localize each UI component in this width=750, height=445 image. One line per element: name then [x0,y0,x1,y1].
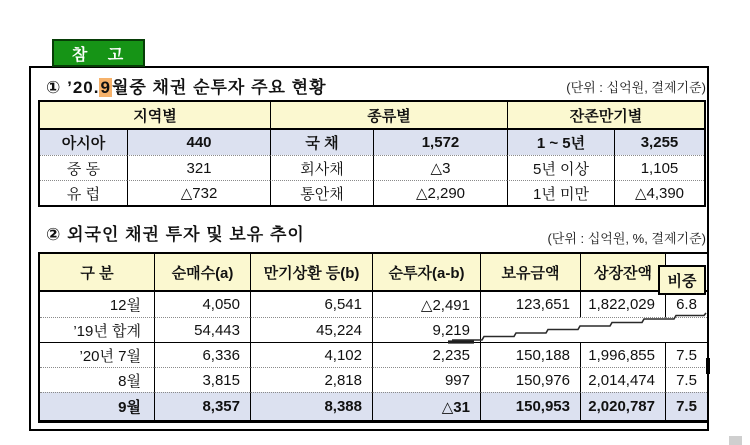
t2-cell-torn [665,317,707,342]
section2-title: ② 외국인 채권 투자 및 보유 추이 [46,225,305,244]
t2-cell: 2,020,787 [580,392,665,420]
section1-title-suffix: 월중 채권 순투자 주요 현황 [111,78,327,97]
t2-cell: 7.5 [665,392,707,420]
t2-cell: 6,336 [154,342,250,367]
t1-cell: △732 [127,180,270,205]
t2-header-weight: 비중 [658,265,706,295]
t1-cell: 중 동 [40,155,127,180]
t1-header-maturity: 잔존만기별 [507,102,704,130]
t2-cell: 150,188 [480,342,580,367]
reference-badge: 참 고 [52,39,145,67]
t2-header-redemption: 만기상환 등(b) [250,254,372,292]
t1-cell: 1,572 [373,130,507,155]
t2-cell: 2,818 [250,367,372,392]
section1-title-highlight: 9 [100,78,111,97]
t2-header-holdings: 보유금액 [480,254,580,292]
t2-cell: 9월 [40,392,154,420]
t2-cell: ’19년 합계 [40,317,154,342]
t2-cell: 9,219 [372,317,480,342]
t2-cell: 6,541 [250,292,372,317]
t2-cell: 8,357 [154,392,250,420]
t1-cell: 1년 미만 [507,180,614,205]
section2-unit-note: (단위 : 십억원, %, 결제기준) [547,231,706,246]
t2-cell: 8,388 [250,392,372,420]
t1-cell: 국 채 [270,130,373,155]
t1-cell: 통안채 [270,180,373,205]
t2-cell: △2,491 [372,292,480,317]
t2-cell: ’20년 7월 [40,342,154,367]
t1-header-type: 종류별 [270,102,507,130]
t2-cell: 123,651 [480,292,580,317]
t2-cell: 1,996,855 [580,342,665,367]
section1-unit-note: (단위 : 십억원, 결제기준) [566,80,706,95]
t1-cell: 321 [127,155,270,180]
section1-title [46,73,327,98]
t2-cell: 997 [372,367,480,392]
border-tick-mark [706,358,710,374]
holdings-trend-table [38,252,709,423]
t1-cell: 아시아 [40,130,127,155]
net-investment-table [38,100,706,207]
t2-cell: 2,235 [372,342,480,367]
t2-cell: 150,953 [480,392,580,420]
t2-cell: 54,443 [154,317,250,342]
t2-cell: 1,822,029 [580,292,665,317]
t1-header-region: 지역별 [40,102,270,130]
t2-cell: △31 [372,392,480,420]
t2-header-category: 구 분 [40,254,154,292]
t2-cell: 3,815 [154,367,250,392]
t2-header-listed-balance: 상장잔액 [580,254,665,292]
t2-cell: 7.5 [665,342,707,367]
t1-cell: 1,105 [614,155,704,180]
t1-cell: 회사채 [270,155,373,180]
t1-cell: 유 럽 [40,180,127,205]
t2-cell-torn [580,317,665,342]
t1-cell: △4,390 [614,180,704,205]
t2-cell: 45,224 [250,317,372,342]
t2-cell: 150,976 [480,367,580,392]
t2-cell-torn [480,317,580,342]
t2-cell: 2,014,474 [580,367,665,392]
t1-cell: 440 [127,130,270,155]
t2-cell: 4,050 [154,292,250,317]
t2-cell: 8월 [40,367,154,392]
t1-cell: 5년 이상 [507,155,614,180]
t1-cell: 1 ~ 5년 [507,130,614,155]
t1-cell: △2,290 [373,180,507,205]
corner-artifact [729,436,742,445]
t2-cell: 4,102 [250,342,372,367]
t2-header-net-investment: 순투자(a-b) [372,254,480,292]
t2-cell: 6.8 [665,292,707,317]
section1-title-prefix: ① ’20. [46,78,100,97]
t2-cell: 7.5 [665,367,707,392]
t1-cell: △3 [373,155,507,180]
t2-cell: 12월 [40,292,154,317]
t1-cell: 3,255 [614,130,704,155]
t2-header-net-buy: 순매수(a) [154,254,250,292]
